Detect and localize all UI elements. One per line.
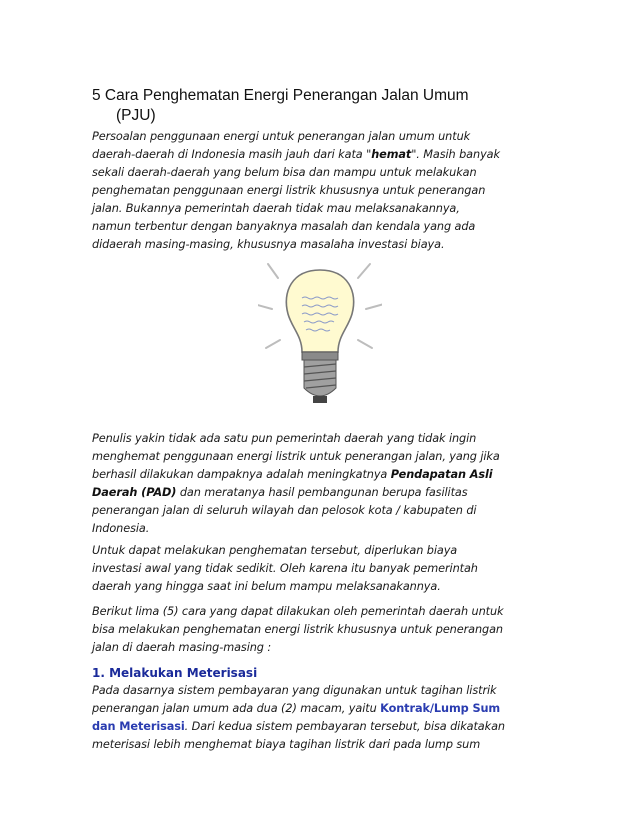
title-line-1: 5 Cara Penghematan Energi Penerangan Jalan Umum [92,87,469,104]
paragraph-2: Penulis yakin tidak ada satu pun pemerintah daerah yang tidak ingin menghemat penggunaan energi listrik untuk penerangan jalan, yang jika berhasil dilakukan dampaknya adalah meningkatnya Pendapatan Asli Daerah (PAD) dan meratanya hasil pembangunan berupa fasilitas penerangan jalan di seluruh wilayah dan pelosok kota / kabupaten di Indonesia. [92,432,500,535]
emphasis-hemat: hemat [371,148,412,161]
paragraph-4: Berikut lima (5) cara yang dapat dilakukan oleh pemerintah daerah untuk bisa melakukan penghematan energi listrik khususnya untuk penerangan jalan di daerah masing-masing : [92,605,504,654]
emphasis-pad-2: Daerah (PAD) [92,486,177,499]
link-kontrak-lump-sum[interactable]: Kontrak/Lump Sum [380,702,501,715]
title-line-2: (PJU) [116,107,156,124]
light-bulb-icon [258,256,382,412]
paragraph-3: Untuk dapat melakukan penghematan tersebut, diperlukan biaya investasi awal yang tidak sedikit. Oleh karena itu banyak pemerintah daerah yang hingga saat ini belum mampu melaksanakannya. [92,544,478,593]
section-1-body: Pada dasarnya sistem pembayaran yang digunakan untuk tagihan listrik penerangan jalan umum ada dua (2) macam, yaitu Kontrak/Lump Sum dan Meterisasi. Dari kedua sistem pembayaran tersebut, bisa dikatakan meterisasi lebih menghemat biaya tagihan listrik dari pada lump sum [92,684,505,751]
section-1 [92,664,554,754]
article [92,86,554,254]
page-title [92,86,554,126]
emphasis-pad-1: Pendapatan Asli [390,468,493,481]
intro-paragraph: Persoalan penggunaan energi untuk penerangan jalan umum untuk daerah-daerah di Indonesia masih jauh dari kata "hemat". Masih banyak sekali daerah-daerah yang belum bisa dan mampu untuk melakukan penghematan penggunaan energi listrik khususnya untuk penerangan jalan. Bukannya pemerintah daerah tidak mau melaksanakannya, namun terbentur dengan banyaknya masalah dan kendala yang ada didaerah masing-masing, khususnya masalaha investasi biaya. [92,130,500,251]
link-dan-meterisasi[interactable]: dan Meterisasi [92,720,185,733]
section-1-heading: 1. Melakukan Meterisasi [92,666,258,680]
